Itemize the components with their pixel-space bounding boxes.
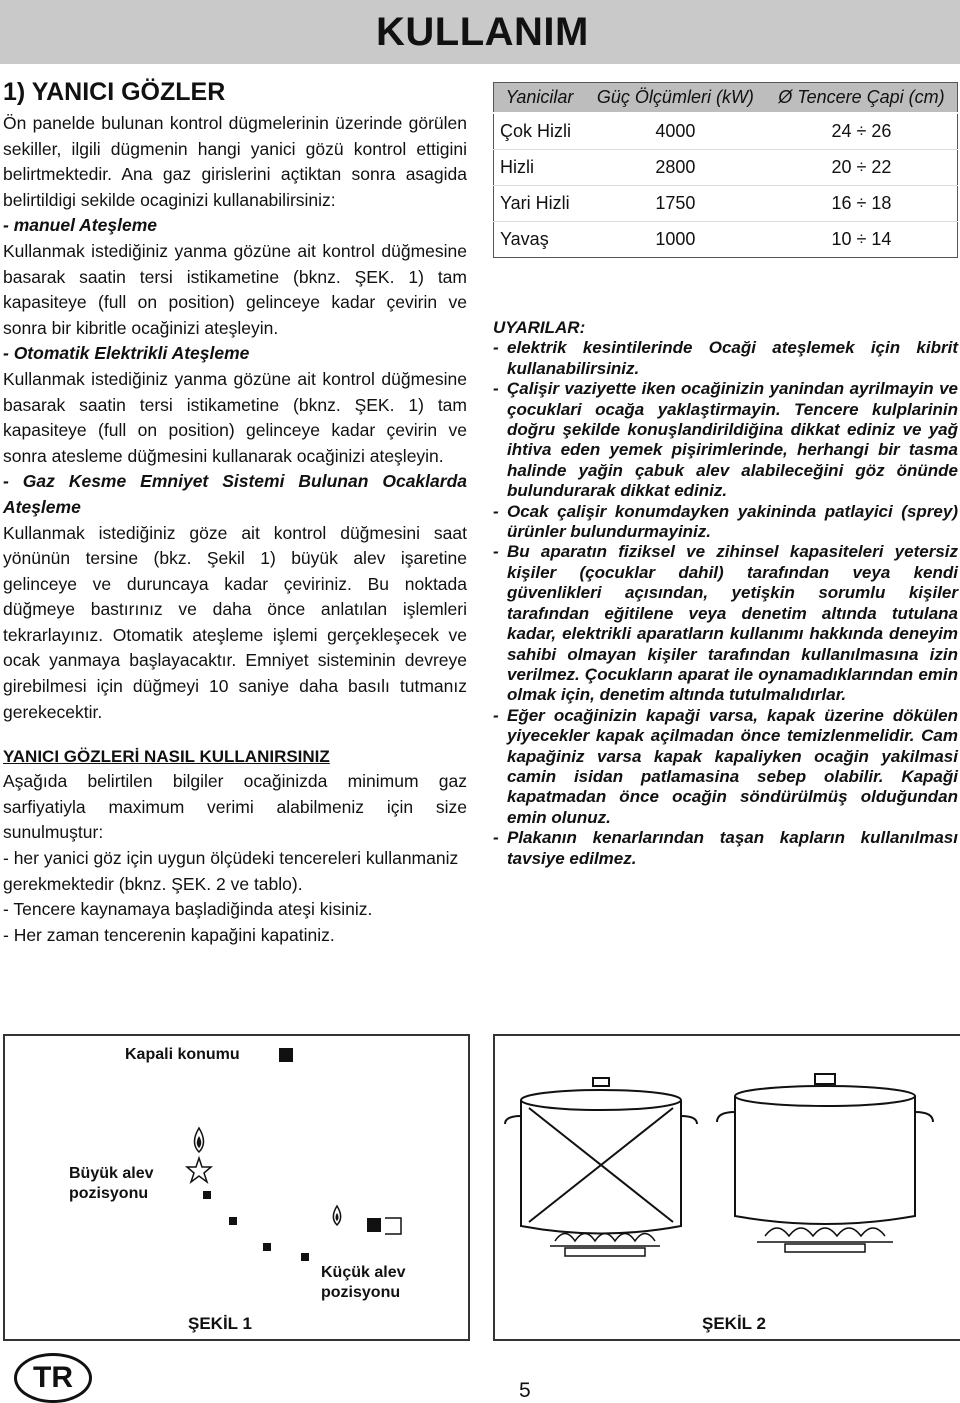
- star-icon: [187, 1158, 211, 1182]
- list-item: - her yanici göz için uygun ölçüdeki tencereleri kullanmaniz gerekmektedir (bknz. ŞEK. 2 ve tablo).: [3, 848, 459, 894]
- auto-ignition-text: Kullanmak istediğiniz yanma gözüne ait kontrol düğmesine basarak saatin tersi istikametine (bknz. ŞEK. 1) tam kapasiteye (full on position) gelinceye kadar çevirin ve sonra atesleme düğmesini kullanarak ocağinizi ateşleyin.: [3, 368, 467, 466]
- page-title: KULLANIM: [376, 10, 589, 54]
- burner-table: [493, 82, 958, 258]
- warning-text: Ocak çalişir konumdayken yakininda patlayici (sprey) ürünler bulundurmayiniz.: [507, 501, 958, 542]
- safety-ignition-title: - Gaz Kesme Emniyet Sistemi Bulunan Ocaklarda Ateşleme: [3, 471, 467, 517]
- warning-text: Çalişir vaziyette iken ocağinizin yanindan ayrilmayin ve çocuklari ocağa yaklaştirmayin. Tencere kulplarinin doğru şekilde konuşlandirildiğina dikkat ediniz ve yağ ihtiva eden yemek pişirimlerinde, herhangi bir tasma halinde yağin çabuk alev alabileceğini göz önünde bulundurarak dikkat ediniz.: [507, 379, 958, 501]
- manual-ignition-text: Kullanmak istediğiniz yanma gözüne ait kontrol düğmesine basarak saatin tersi istikametine (bknz. ŞEK. 1) tam kapasiteye (full on position) gelinceye kadar çevirin ve sonra bir kibritle ocağinizi ateşleyin.: [3, 240, 467, 338]
- arc-dot: [229, 1217, 237, 1225]
- warning-text: elektrik kesintilerinde Ocaği ateşlemek için kibrit kullanabilirsiniz.: [507, 338, 958, 378]
- warning-text: Eğer ocağinizin kapaği varsa, kapak üzerine dökülen yiyecekler kapak açilmadan önce temizlenmelidir. Cam kapağiniz varsa kapak kapaliyken ocağin yakilmasi camin isidan patlamasina sebep olabilir. Kapaği kapatmadan önce ocağin söndürülmüş olduğundan emin olunuz.: [507, 705, 958, 827]
- small-flame-square-icon: [367, 1218, 401, 1234]
- table-cell: Hizli: [494, 150, 586, 186]
- off-position-label: Kapali konumu: [125, 1046, 240, 1063]
- list-item: - Ocak çalişir konumdayken yakininda patlayici (sprey) ürünler bulundurmayiniz.: [493, 501, 958, 542]
- table-cell: 1000: [585, 222, 766, 258]
- section-heading-burners: 1) YANICI GÖZLER: [3, 78, 226, 106]
- list-item: - elektrik kesintilerinde Ocaği ateşlemek için kibrit kullanabilirsiniz.: [493, 338, 958, 378]
- big-flame-icon: [195, 1128, 204, 1152]
- country-badge: TR: [14, 1353, 92, 1403]
- auto-ignition-title: - Otomatik Elektrikli Ateşleme: [3, 343, 250, 364]
- figure-1-caption: ŞEKİL 1: [188, 1314, 252, 1333]
- list-item: - Eğer ocağinizin kapaği varsa, kapak üzerine dökülen yiyecekler kapak açilmadan önce temizlenmelidir. Cam kapağiniz varsa kapak kapaliyken ocağin yakilmasi camin isidan patlamasina sebep olabilir. Kapaği kapatmadan önce ocağin söndürülmüş olduğundan emin olunuz.: [493, 705, 958, 827]
- table-cell: 16 ÷ 18: [766, 186, 958, 222]
- table-cell: 20 ÷ 22: [766, 150, 958, 186]
- table-cell: Yavaş: [494, 222, 586, 258]
- list-item: - Çalişir vaziyette iken ocağinizin yanindan ayrilmayin ve çocuklari ocağa yaklaştirmayin. Tencere kulplarinin doğru şekilde konuşlandirildiğina dikkat ediniz ve yağ ihtiva eden yemek pişirimlerinde, herhangi bir tasma halinde yağin çabuk alev alabileceğini göz önünde bulundurarak dikkat ediniz.: [493, 379, 958, 501]
- warnings-title: UYARILAR:: [493, 318, 586, 337]
- warnings-block: [493, 318, 958, 869]
- table-header-cell: Ø Tencere Çapi (cm): [766, 83, 958, 114]
- oversized-pot-icon: [505, 1078, 697, 1234]
- page-number: 5: [519, 1379, 531, 1402]
- warnings-list: [493, 338, 958, 869]
- table-header-cell: Güç Ölçümleri (kW): [585, 83, 766, 114]
- table-cell: 10 ÷ 14: [766, 222, 958, 258]
- list-item: - Tencere kaynamaya başladiğinda ateşi kisiniz.: [3, 899, 373, 920]
- figure-1-knob-diagram: [3, 1034, 470, 1341]
- safety-ignition-text: Kullanmak istediğiniz göze ait kontrol düğmesini saat yönünün tersine (bkz. Şekil 1) büyük alev işaretine gelinceye ve duruncaya kadar çeviriniz. Bu noktada düğmeye bastırınız ve daha önce anlatılan işlemleri tekrarlayınız. Otomatik ateşleme işlemi gerçekleşecek ve ocak yanmaya başlayacaktır. Emniyet sisteminin devreye girebilmesi için düğmeyi 10 saniye daha basılı tutmanız gerekecektir.: [3, 522, 467, 722]
- table-header-row: [494, 83, 958, 114]
- table-cell: Çok Hizli: [494, 113, 586, 150]
- small-flame-label: [321, 1263, 405, 1303]
- arc-dot: [203, 1191, 211, 1199]
- table-row: [494, 113, 958, 150]
- table-cell: Yari Hizli: [494, 186, 586, 222]
- burner-flames-icon: [757, 1228, 893, 1252]
- big-flame-label: [69, 1164, 153, 1204]
- intro-paragraph: Ön panelde bulunan kontrol dügmelerinin üzerinde görülen sekiller, ilgili dügmenin hangi yanici gözü kontrol ettigini belirtmektedir. Ana gaz girislerini açtiktan sonra asagida belirtildigi sekilde ocaginizi kullanabilirsiniz:: [3, 113, 467, 210]
- figure-2-pot-diagram: [493, 1034, 960, 1341]
- table-cell: 24 ÷ 26: [766, 113, 958, 150]
- figure-2-caption: ŞEKİL 2: [702, 1314, 766, 1333]
- list-item: - Bu aparatın fiziksel ve zihinsel kapasiteleri yetersiz kişiler (çocuklar dahil) tarafından veya kendi güvenlikleri açısından, yetişkin sorumlu kişiler tarafından eğitilene veya denetim altında tutulana kadar, elektrikli aparatların kullanımı hakkında deneyim sahibi olmayan kişiler tarafından kullanılmasına izin verilmez. Çocukların aparat ile oynamadıklarından emin olmak için, denetim altında tutulmalıdırlar.: [493, 542, 958, 705]
- pot-diagram-svg: [495, 1036, 960, 1339]
- big-flame-label-line2: pozisyonu: [69, 1185, 149, 1202]
- table-cell: 1750: [585, 186, 766, 222]
- burner-flames-icon: [550, 1234, 660, 1257]
- manual-ignition-title: - manuel Ateşleme: [3, 215, 157, 236]
- usage-intro: Aşağıda belirtilen bilgiler ocağinizda minimum gaz sarfiyatiyla maximum verimi alabilmeniz için size sunulmuştur:: [3, 771, 467, 843]
- table-row: [494, 186, 958, 222]
- left-column: [3, 78, 467, 948]
- big-flame-label-line1: Büyük alev: [69, 1165, 154, 1182]
- table-cell: 2800: [585, 150, 766, 186]
- table-row: [494, 150, 958, 186]
- usage-list: [3, 846, 467, 948]
- arc-dot: [301, 1253, 309, 1261]
- small-flame-label-line1: Küçük alev: [321, 1264, 406, 1281]
- small-flame-icon: [333, 1206, 341, 1225]
- table-cell: 4000: [585, 113, 766, 150]
- table-header-cell: Yanicilar: [494, 83, 586, 114]
- list-item: - Her zaman tencerenin kapağini kapatiniz.: [3, 924, 335, 945]
- correct-pot-icon: [717, 1074, 933, 1224]
- usage-heading: YANICI GÖZLERİ NASIL KULLANIRSINIZ: [3, 747, 330, 767]
- small-flame-label-line2: pozisyonu: [321, 1284, 401, 1301]
- arc-dot: [263, 1243, 271, 1251]
- warning-text: Bu aparatın fiziksel ve zihinsel kapasiteleri yetersiz kişiler (çocuklar dahil) tarafından veya kendi güvenlikleri açısından, yetişkin sorumlu kişiler tarafından eğitilene veya denetim altında tutulana kadar, elektrikli aparatların kullanımı hakkında deneyim sahibi olmayan kişiler tarafından kullanılmasına izin verilmez. Çocukların aparat ile oynamadıklarından emin olmak için, denetim altında tutulmalıdırlar.: [507, 542, 958, 705]
- list-item: - Plakanın kenarlarından taşan kapların kullanılması tavsiye edilmez.: [493, 828, 958, 868]
- warning-text: Plakanın kenarlarından taşan kapların kullanılması tavsiye edilmez.: [507, 828, 958, 868]
- table-row: [494, 222, 958, 258]
